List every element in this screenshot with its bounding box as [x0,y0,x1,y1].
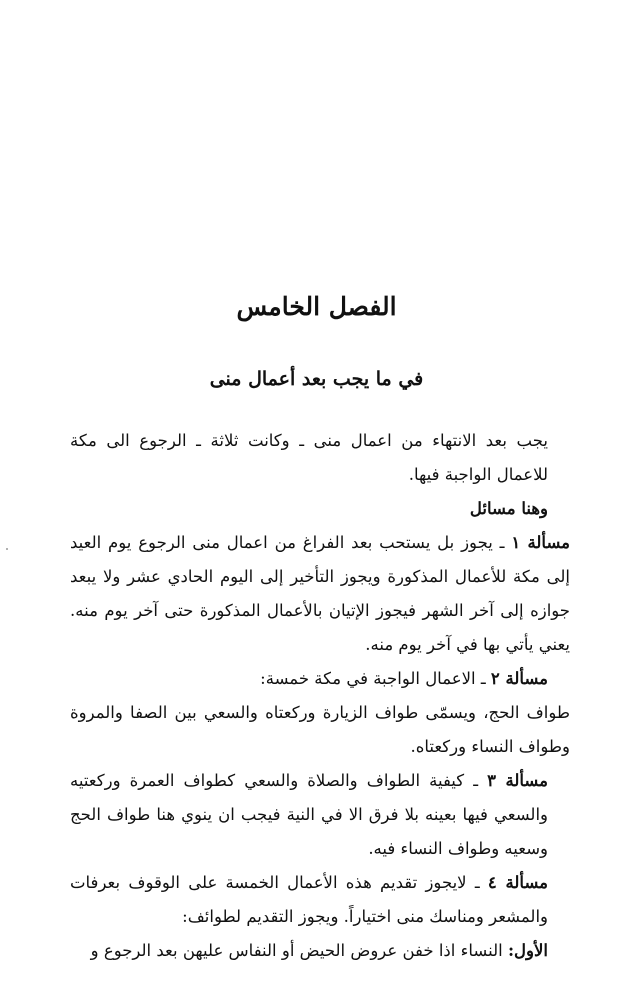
issue-1-label: مسألة ١ [511,533,570,552]
first-group-paragraph [70,934,570,968]
chapter-title: الفصل الخامس [236,292,397,321]
issue-2-label: مسألة ٢ [490,669,548,688]
issue-4-paragraph [70,866,570,934]
body-text [70,424,570,968]
issue-4-label: مسألة ٤ [487,873,548,892]
issue-1-text: ـ يجوز بل يستحب بعد الفراغ من اعمال منى الرجوع يوم العيد إلى مكة للأعمال المذكورة ويجوز التأخير إلى اليوم الحادي عشر ولا يبعد جوازه إلى آخر الشهر فيجوز الإتيان بالأعمال المذكورة حتى آخر يوم منه. يعني يأتي بها في آخر يوم منه. [70,533,570,654]
first-group-text: النساء اذا خفن عروض الحيض أو النفاس عليهن بعد الرجوع و [90,941,508,960]
issue-2-detail: طواف الحج، ويسمّى طواف الزيارة وركعتاه والسعي بين الصفا والمروة وطواف النساء وركعتاه. [70,703,570,756]
issue-2-paragraph [70,662,570,696]
issues-heading [70,492,570,526]
first-group-label: الأول: [507,941,548,960]
section-title: في ما يجب بعد أعمال منى [209,368,424,390]
issue-4-text: ـ لايجوز تقديم هذه الأعمال الخمسة على الوقوف بعرفات والمشعر ومناسك منى اختياراً. ويجوز التقديم لطوائف: [70,873,548,926]
issue-2-text: ـ الاعمال الواجبة في مكة خمسة: [260,669,491,688]
intro-paragraph: يجب بعد الانتهاء من اعمال منى ـ وكانت ثلاثة ـ الرجوع الى مكة للاعمال الواجبة فيها. [70,431,548,484]
issues-heading-text: وهنا مسائل [469,499,548,518]
issue-3-paragraph [70,764,570,866]
margin-mark [6,548,8,550]
issue-3-text: ـ كيفية الطواف والصلاة والسعي كطواف العمرة وركعتيه والسعي فيها بعينه بلا فرق الا في النية فيجب ان ينوي هنا طواف الحج وسعيه وطواف النساء فيه. [70,771,548,858]
issue-3-label: مسألة ٣ [487,771,548,790]
issue-1-paragraph [70,526,570,662]
